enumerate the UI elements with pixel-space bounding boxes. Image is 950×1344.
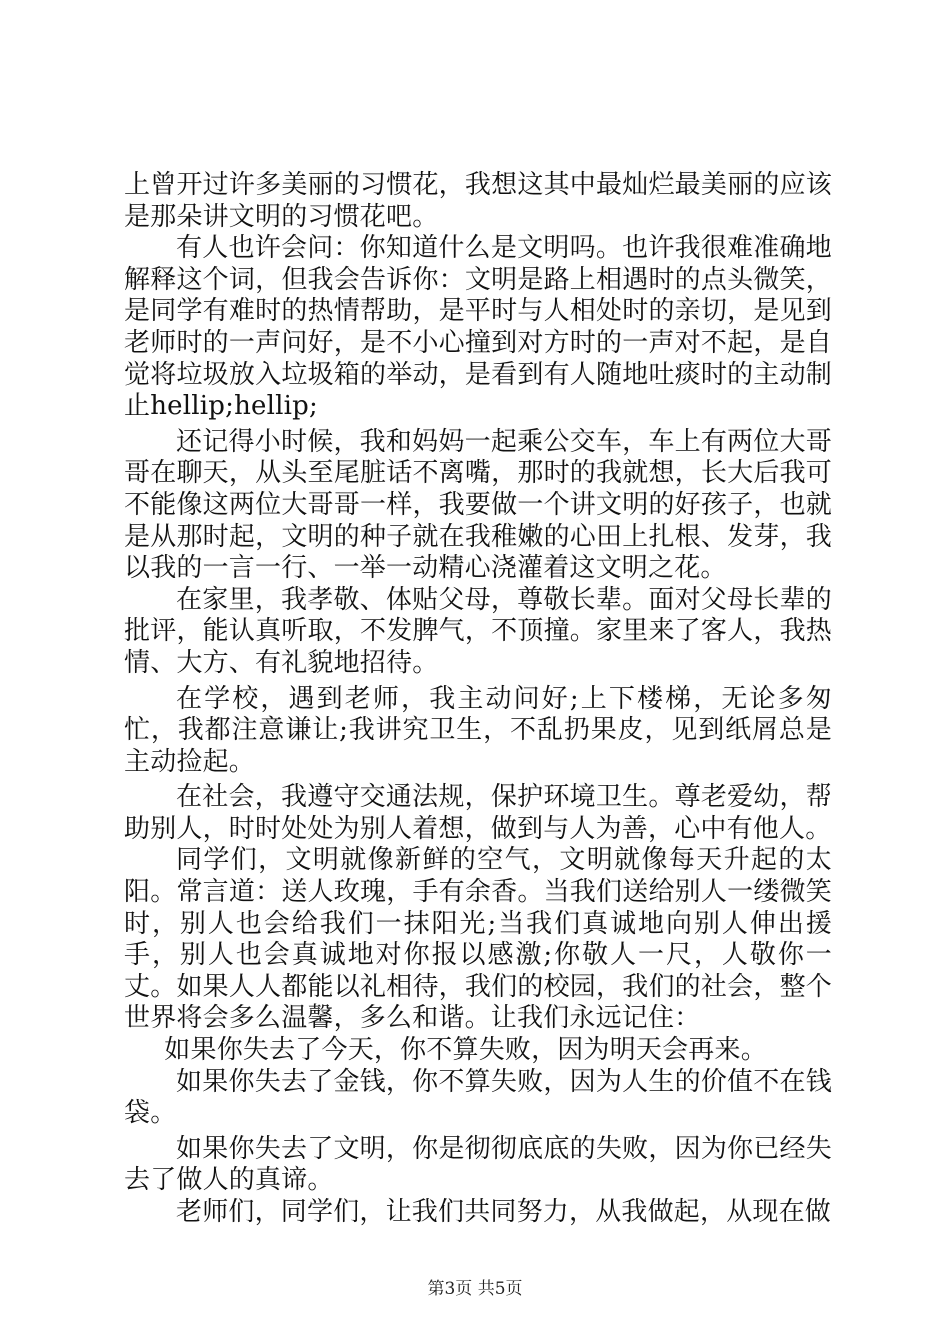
paragraph-5: 在学校，遇到老师，我主动问好;上下楼梯，无论多匆忙，我都注意谦让;我讲究卫生，不乱扔果皮，见到纸屑总是主动捡起。 [124,683,832,777]
paragraph-11: 老师们，同学们，让我们共同努力，从我做起，从现在做 [176,1197,832,1227]
paragraph-7: 同学们，文明就像新鲜的空气，文明就像每天升起的太阳。常言道：送人玫瑰，手有余香。当我们送给别人一缕微笑时，别人也会给我们一抹阳光;当我们真诚地向别人伸出援手，别人也会真诚地对你报以感激;你敬人一尺，人敬你一丈。如果人人都能以礼相待，我们的校园，我们的社会，整个世界将会多么温馨，多么和谐。让我们永远记住： [124,845,832,1034]
document-body [124,170,832,1229]
paragraph-6: 在社会，我遵守交通法规，保护环境卫生。尊老爱幼，帮助别人，时时处处为别人着想，做到与人为善，心中有他人。 [124,782,832,844]
paragraph-1: 上曾开过许多美丽的习惯花，我想这其中最灿烂最美丽的应该是那朵讲文明的习惯花吧。 [124,170,832,232]
paragraph-9: 如果你失去了金钱，你不算失败，因为人生的价值不在钱袋。 [124,1066,832,1129]
page-number-footer: 第3页 共5页 [427,1279,523,1299]
paragraph-4: 在家里，我孝敬、体贴父母，尊敬长辈。面对父母长辈的批评，能认真听取，不发脾气，不顶撞。家里来了客人，我热情、大方、有礼貌地招待。 [124,584,832,678]
paragraph-8: 如果你失去了今天，你不算失败，因为明天会再来。 [164,1035,767,1066]
paragraph-10: 如果你失去了文明，你是彻彻底底的失败，因为你已经失去了做人的真谛。 [124,1133,832,1196]
paragraph-2: 有人也许会问：你知道什么是文明吗。也许我很难准确地解释这个词，但我会告诉你：文明是路上相遇时的点头微笑，是同学有难时的热情帮助，是平时与人相处时的亲切，是见到老师时的一声问好，是不小心撞到对方时的一声对不起，是自觉将垃圾放入垃圾箱的举动，是看到有人随地吐痰时的主动制止hellip;hellip; [124,233,832,422]
paragraph-3: 还记得小时候，我和妈妈一起乘公交车，车上有两位大哥哥在聊天，从头至尾脏话不离嘴，那时的我就想，长大后我可不能像这两位大哥哥一样，我要做一个讲文明的好孩子，也就是从那时起，文明的种子就在我稚嫩的心田上扎根、发芽，我以我的一言一行、一举一动精心浇灌着这文明之花。 [124,426,832,584]
